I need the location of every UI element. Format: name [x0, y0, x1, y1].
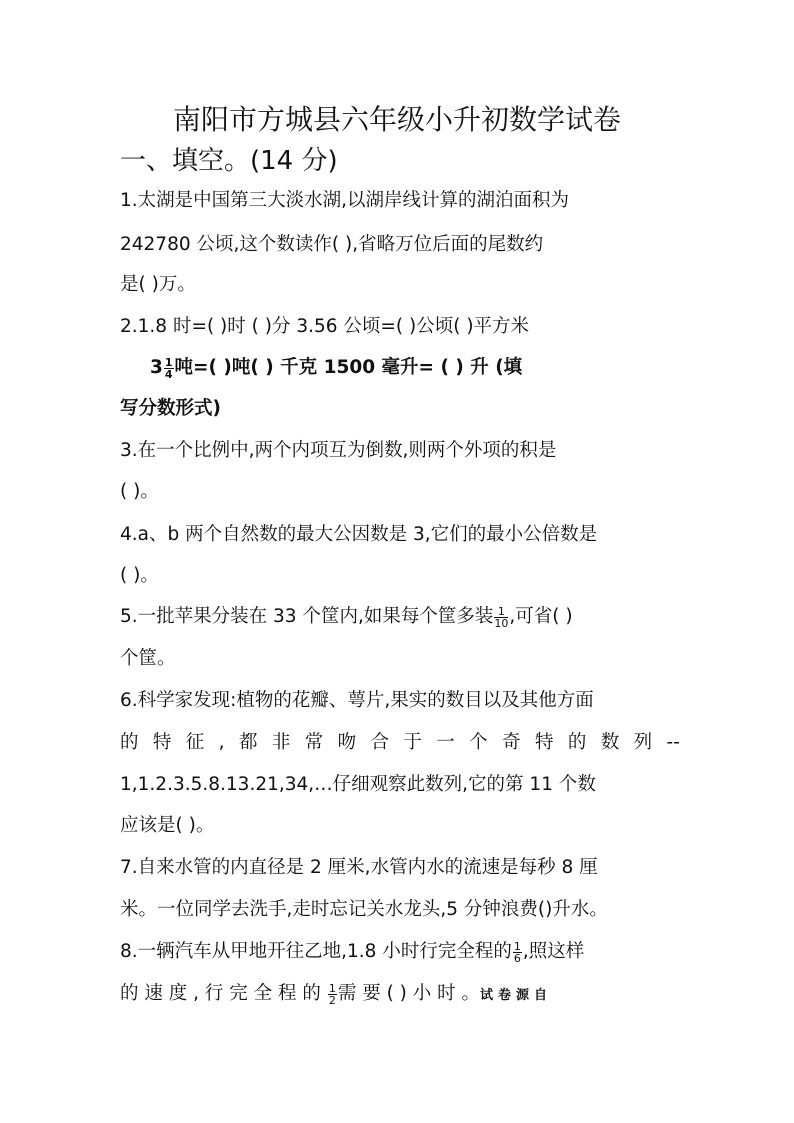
fraction-denominator: 10: [494, 616, 509, 630]
q5-line-2: 个筐。: [120, 648, 176, 669]
q7-line-2: 米。一位同学去洗手,走时忘记关水龙头,5 分钟浪费()升水。: [120, 899, 608, 920]
q6-char: 都: [238, 732, 258, 753]
q4-line-1: 4.a、b 两个自然数的最大公因数是 3,它们的最小公倍数是: [120, 524, 598, 545]
fraction-one-quarter: [164, 357, 174, 380]
q8-line-2: [120, 974, 680, 1016]
q6-char: 的: [567, 732, 587, 753]
q6-char: 合: [370, 732, 390, 753]
q6-char: 一: [436, 732, 455, 753]
q6-char: 个: [469, 732, 488, 753]
q8-line-1: [120, 932, 680, 972]
q1-line-1: 1.太湖是中国第三大淡水湖,以湖岸线计算的湖泊面积为: [120, 190, 570, 211]
q2-line-3: 写分数形式): [120, 398, 221, 419]
q4-line-2: ( )。: [120, 565, 159, 586]
q8-line-2-text-a: 的 速 度 , 行 完 全 程 的: [120, 983, 327, 1004]
fraction-numerator: 1: [164, 355, 173, 369]
q2-line-1: 2.1.8 时=( )时 ( )分 3.56 公顷=( )公顷( )平方米: [120, 316, 530, 337]
q6-char: 特: [534, 732, 554, 753]
q6-char: 于: [403, 732, 422, 753]
page-title: 南阳市方城县六年级小升初数学试卷: [172, 103, 621, 136]
q6-char: 奇: [502, 732, 521, 753]
q5-line-1: [120, 597, 680, 637]
q6-line-4: 应该是( )。: [120, 815, 215, 836]
q1-line-3: 是( )万。: [120, 274, 196, 295]
q6-line-2: [120, 723, 680, 763]
q6-char: ,: [218, 732, 225, 753]
section-heading: 一、填空。(14 分): [120, 146, 338, 176]
fraction-one-half: [328, 983, 337, 1006]
q6-char: 的: [120, 732, 139, 753]
mixed-whole: 3: [150, 357, 163, 378]
q2-line-2: [120, 348, 680, 388]
source-note: 试卷源自: [480, 988, 553, 1003]
fraction-numerator: 1: [513, 939, 521, 953]
fraction-numerator: 1: [494, 606, 508, 618]
q8-line-2-text-b: 需 要 ( ) 小 时 。: [337, 983, 481, 1004]
q6-line-3: 1,1.2.3.5.8.13.21,34,…仔细观察此数列,它的第 11 个数: [120, 774, 596, 795]
q2-line-2-text: 吨=( )吨( ) 千克 1500 毫升= ( ) 升 (填: [174, 357, 523, 378]
q8-line-1-text-b: ,照这样: [522, 941, 585, 962]
q6-char: 吻: [337, 732, 357, 753]
q6-char: 特: [152, 732, 172, 753]
q3-line-1: 3.在一个比例中,两个内项互为倒数,则两个外项的积是: [120, 440, 557, 461]
q6-line-1: 6.科学家发现:植物的花瓣、萼片,果实的数目以及其他方面: [120, 690, 594, 711]
q3-line-2: ( )。: [120, 481, 159, 502]
q8-line-1-text-a: 8.一辆汽车从甲地开往乙地,1.8 小时行完全程的: [120, 941, 512, 962]
fraction-denominator: 4: [164, 367, 173, 381]
fraction-denominator: 2: [328, 993, 336, 1007]
q6-char: 列: [633, 732, 653, 753]
q6-char: 征: [185, 732, 205, 753]
fraction-numerator: 1: [328, 981, 336, 995]
q6-char: --: [666, 732, 680, 753]
mixed-number: [150, 355, 175, 381]
q6-char: 常: [304, 732, 324, 753]
q5-line-1-text-a: 5.一批苹果分装在 33 个筐内,如果每个筐多装: [120, 606, 494, 627]
fraction-denominator: 6: [513, 951, 521, 965]
q5-line-1-text-b: ,可省( ): [509, 606, 573, 627]
q7-line-1: 7.自来水管的内直径是 2 厘米,水管内水的流速是每秒 8 厘: [120, 857, 598, 878]
q6-char: 数: [600, 732, 620, 753]
q6-char: 非: [271, 732, 291, 753]
q1-line-2: 242780 公顷,这个数读作( ),省略万位后面的尾数约: [120, 234, 544, 255]
fraction-one-tenth: [494, 606, 508, 629]
fraction-one-sixth: [513, 941, 522, 964]
